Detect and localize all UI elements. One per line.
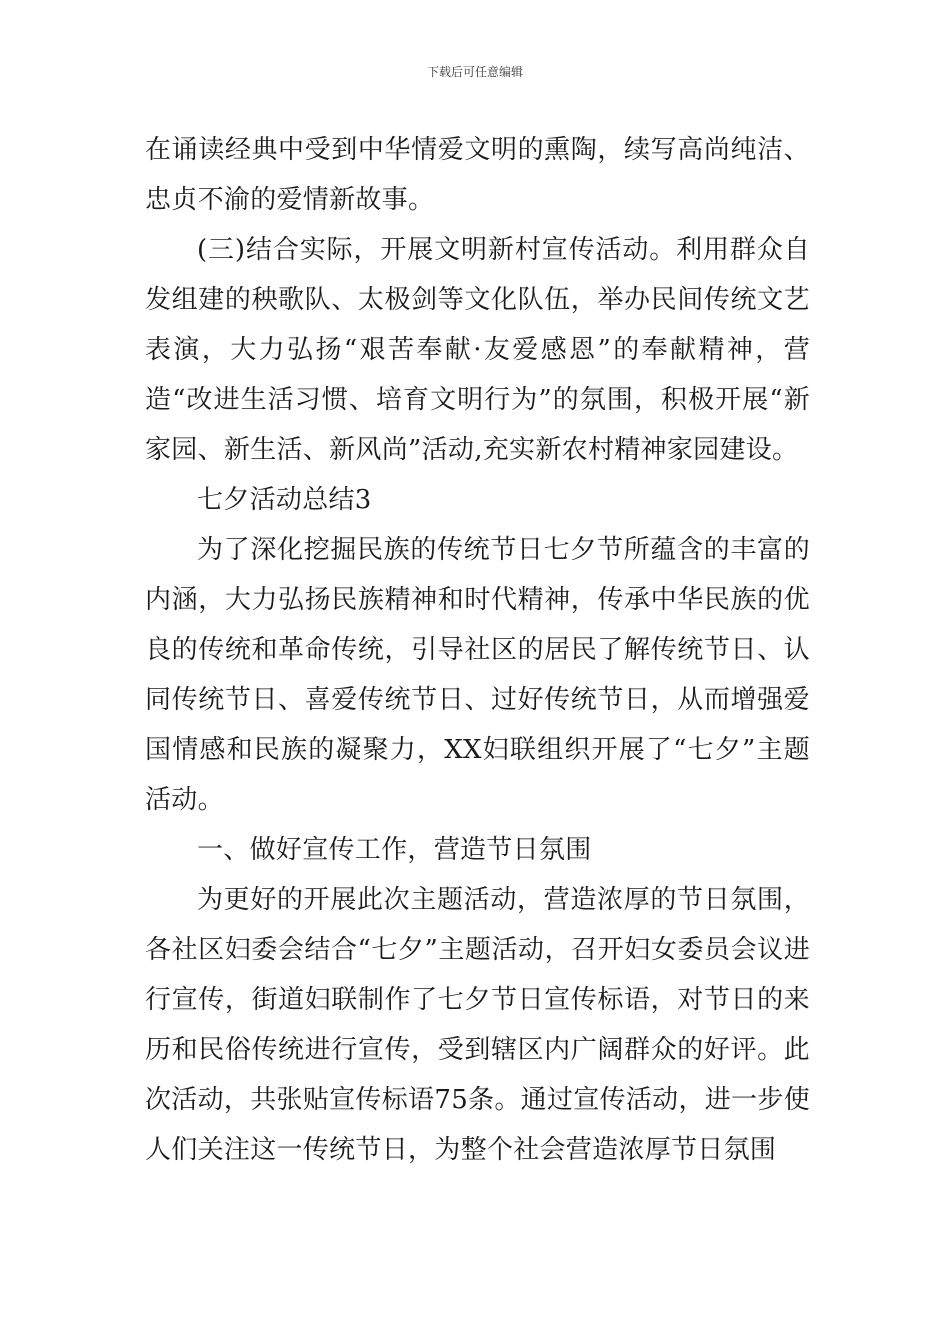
paragraph-continuation: 在诵读经典中受到中华情爱文明的熏陶，续写高尚纯洁、忠贞不渝的爱情新故事。 xyxy=(145,135,810,215)
paragraph-intro: 为了深化挖掘民族的传统节日七夕节所蕴含的丰富的内涵，大力弘扬民族精神和时代精神，传承中华民族的优良的传统和革命传统，引导社区的居民了解传统节日、认同传统节日、喜爱传统节日、过好传统节日，从而增强爱国情感和民族的凝聚力，XX妇联组织开展了“七夕”主题活动。 xyxy=(145,535,810,815)
section-title-summary-3: 七夕活动总结3 xyxy=(197,485,372,515)
paragraph-publicity: 为更好的开展此次主题活动，营造浓厚的节日氛围，各社区妇委会结合“七夕”主题活动，召开妇女委员会议进行宣传，街道妇联制作了七夕节日宣传标语，对节日的来历和民俗传统进行宣传，受到辖区内广阔群众的好评。此次活动，共张贴宣传标语75条。通过宣传活动，进一步使人们关注这一传统节日，为整个社会营造浓厚节日氛围 xyxy=(145,885,810,1165)
document-body xyxy=(145,125,810,1175)
paragraph-section-three: (三)结合实际，开展文明新村宣传活动。利用群众自发组建的秧歌队、太极剑等文化队伍，举办民间传统文艺表演，大力弘扬“艰苦奉献·友爱感恩”的奉献精神，营造“改进生活习惯、培育文明行为”的氛围，积极开展“新家园、新生活、新风尚”活动,充实新农村精神家园建设。 xyxy=(145,235,810,465)
heading-part-one: 一、做好宣传工作，营造节日氛围 xyxy=(197,835,592,865)
page-header: 下载后可任意编辑 xyxy=(426,65,523,79)
